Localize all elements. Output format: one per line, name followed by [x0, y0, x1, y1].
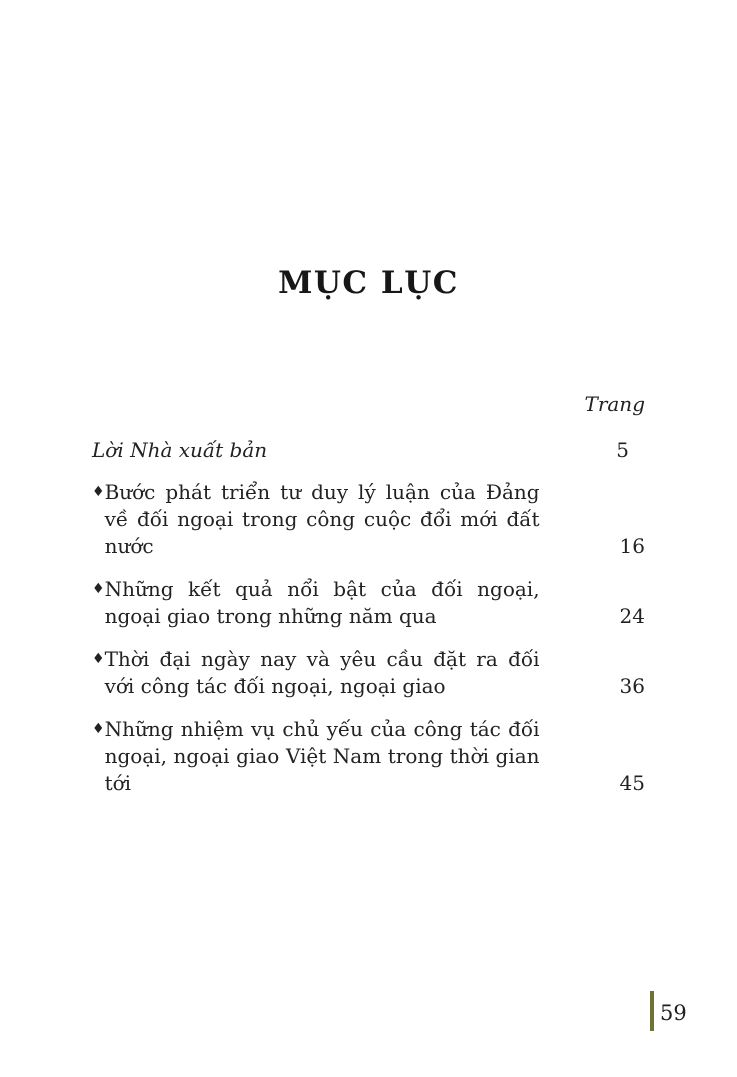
toc-list [92, 479, 645, 797]
toc-entry-page-number: 24 [619, 604, 645, 628]
folio-accent-bar [650, 991, 654, 1031]
toc-entry-page-number: 36 [619, 674, 645, 698]
diamond-bullet-icon: ♦ [92, 484, 105, 500]
front-matter-row [92, 437, 645, 464]
folio-page-number: 59 [660, 1001, 687, 1025]
toc-entry [92, 646, 645, 700]
toc-entry [92, 716, 645, 797]
toc-entry-page-number: 45 [619, 771, 645, 795]
front-matter-label: Lời Nhà xuất bản [92, 438, 268, 462]
page-title: MỤC LỤC [278, 265, 459, 301]
toc-entry-title: Những nhiệm vụ chủ yếu của công tác đối ngoại, ngoại giao Việt Nam trong thời gian tới [104, 717, 540, 795]
toc-entry [92, 576, 645, 630]
page-column-header: Trang [584, 392, 645, 416]
toc-entry-title: Những kết quả nổi bật của đối ngoại, ngoại giao trong những năm qua [104, 577, 540, 628]
toc-entry-page-number: 16 [619, 534, 645, 558]
diamond-bullet-icon: ♦ [92, 651, 105, 667]
diamond-bullet-icon: ♦ [92, 721, 105, 737]
toc-entry-title: Thời đại ngày nay và yêu cầu đặt ra đối với công tác đối ngoại, ngoại giao [104, 647, 540, 698]
front-matter-page-number: 5 [616, 438, 629, 462]
toc-entry [92, 479, 645, 560]
toc-content [92, 391, 645, 797]
toc-entry-title: Bước phát triển tư duy lý luận của Đảng về đối ngoại trong công cuộc đổi mới đất nước [104, 480, 540, 558]
diamond-bullet-icon: ♦ [92, 581, 105, 597]
